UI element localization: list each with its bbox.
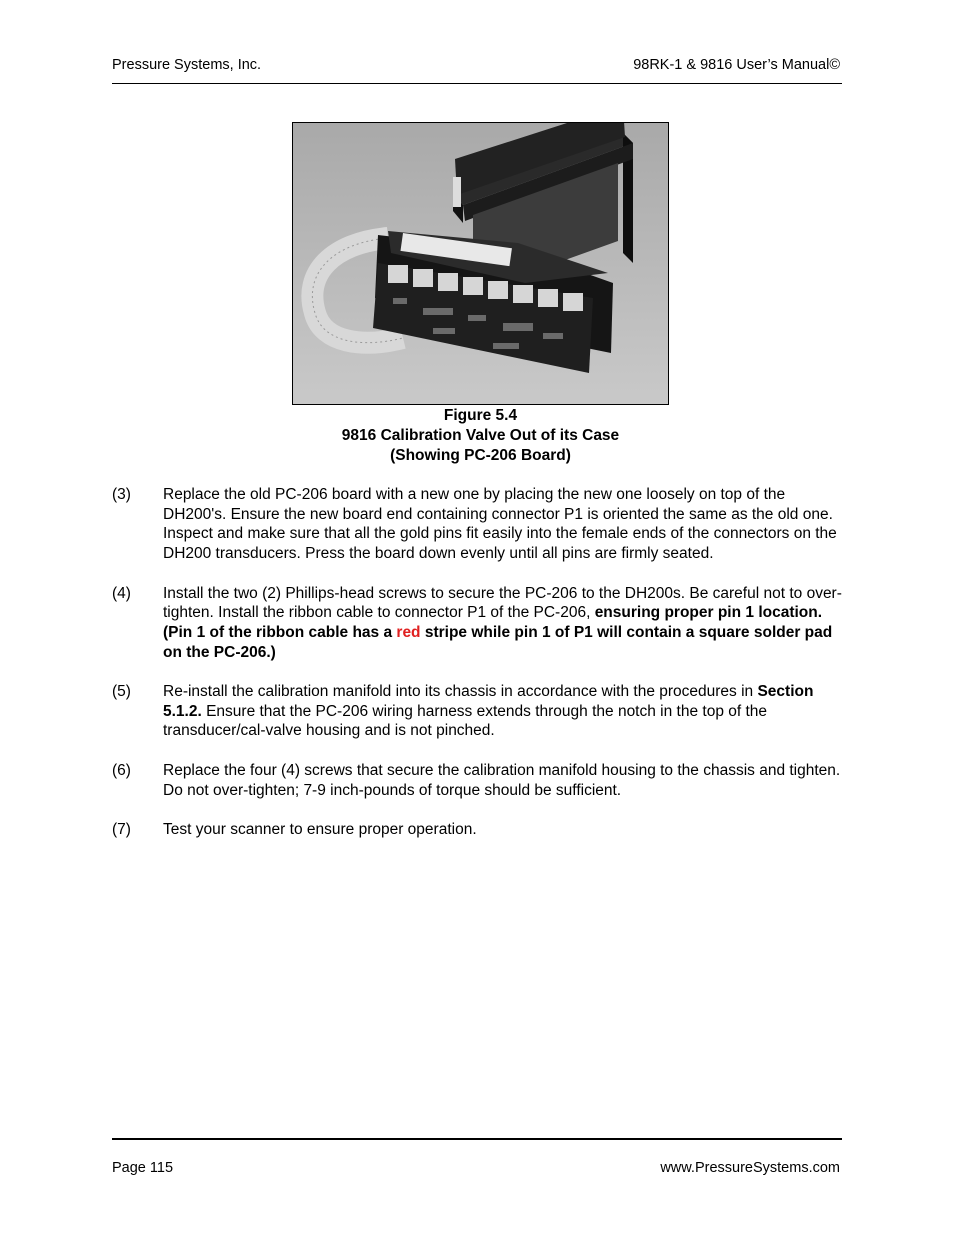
figure-subtitle: (Showing PC-206 Board) — [390, 447, 571, 464]
procedure-steps — [112, 485, 844, 859]
step-text-red-word: red — [396, 623, 421, 641]
step-text-plain: Re-install the calibration manifold into its chassis in accordance with the procedures in — [163, 683, 758, 700]
section-reference: Section 5.1.2. — [163, 683, 814, 720]
step-text-plain: Ensure that the PC-206 wiring harness extends through the notch in the top of the transducer/cal-valve housing and is not pinched. — [163, 702, 768, 740]
figure-title: 9816 Calibration Valve Out of its Case — [341, 427, 620, 444]
figure-photo — [292, 122, 669, 405]
footer-divider — [112, 1138, 842, 1140]
footer-website: www.PressureSystems.com — [660, 1160, 840, 1176]
step-7 — [112, 820, 844, 840]
step-text: Replace the four (4) screws that secure the calibration manifold housing to the chassis and tighten. Do not over-tighten; 7-9 inch-pounds of torque should be sufficient. — [163, 761, 841, 799]
header-manual-title: 98RK-1 & 9816 User’s Manual© — [633, 57, 840, 73]
step-number: (7) — [112, 820, 131, 838]
step-number: (5) — [112, 683, 131, 700]
header-divider — [112, 83, 842, 84]
step-text-bold: stripe while pin 1 of P1 will contain a square solder pad on the PC-206.) — [163, 623, 833, 661]
step-text-bold: ensuring proper pin 1 location. (Pin 1 of the ribbon cable has a — [163, 604, 823, 641]
step-5 — [112, 682, 844, 741]
step-text: Replace the old PC-206 board with a new one by placing the new one loosely on top of the DH200's. Ensure the new board end containing connector P1 is oriented the same as the old one. Inspect and make sure that all the gold pins fit easily into the female ends of the connectors on the DH200 transducers. Press the board down evenly until all pins are firmly seated. — [163, 486, 837, 563]
step-4 — [112, 584, 844, 663]
step-6 — [112, 761, 844, 800]
page-number: Page 115 — [112, 1160, 174, 1176]
step-3 — [112, 485, 844, 564]
step-text: Test your scanner to ensure proper operation. — [163, 820, 477, 838]
step-text-plain: Install the two (2) Phillips-head screws to secure the PC-206 to the DH200s. Be careful not to over-tighten. Install the ribbon cable to connector P1 of the PC-206, — [163, 584, 842, 622]
step-number: (3) — [112, 486, 131, 503]
figure-caption — [292, 406, 669, 466]
step-number: (4) — [112, 584, 131, 602]
step-number: (6) — [112, 761, 131, 779]
step-text — [163, 682, 844, 741]
figure-label: Figure 5.4 — [443, 407, 518, 424]
header-company: Pressure Systems, Inc. — [112, 57, 262, 73]
step-text — [163, 584, 844, 663]
